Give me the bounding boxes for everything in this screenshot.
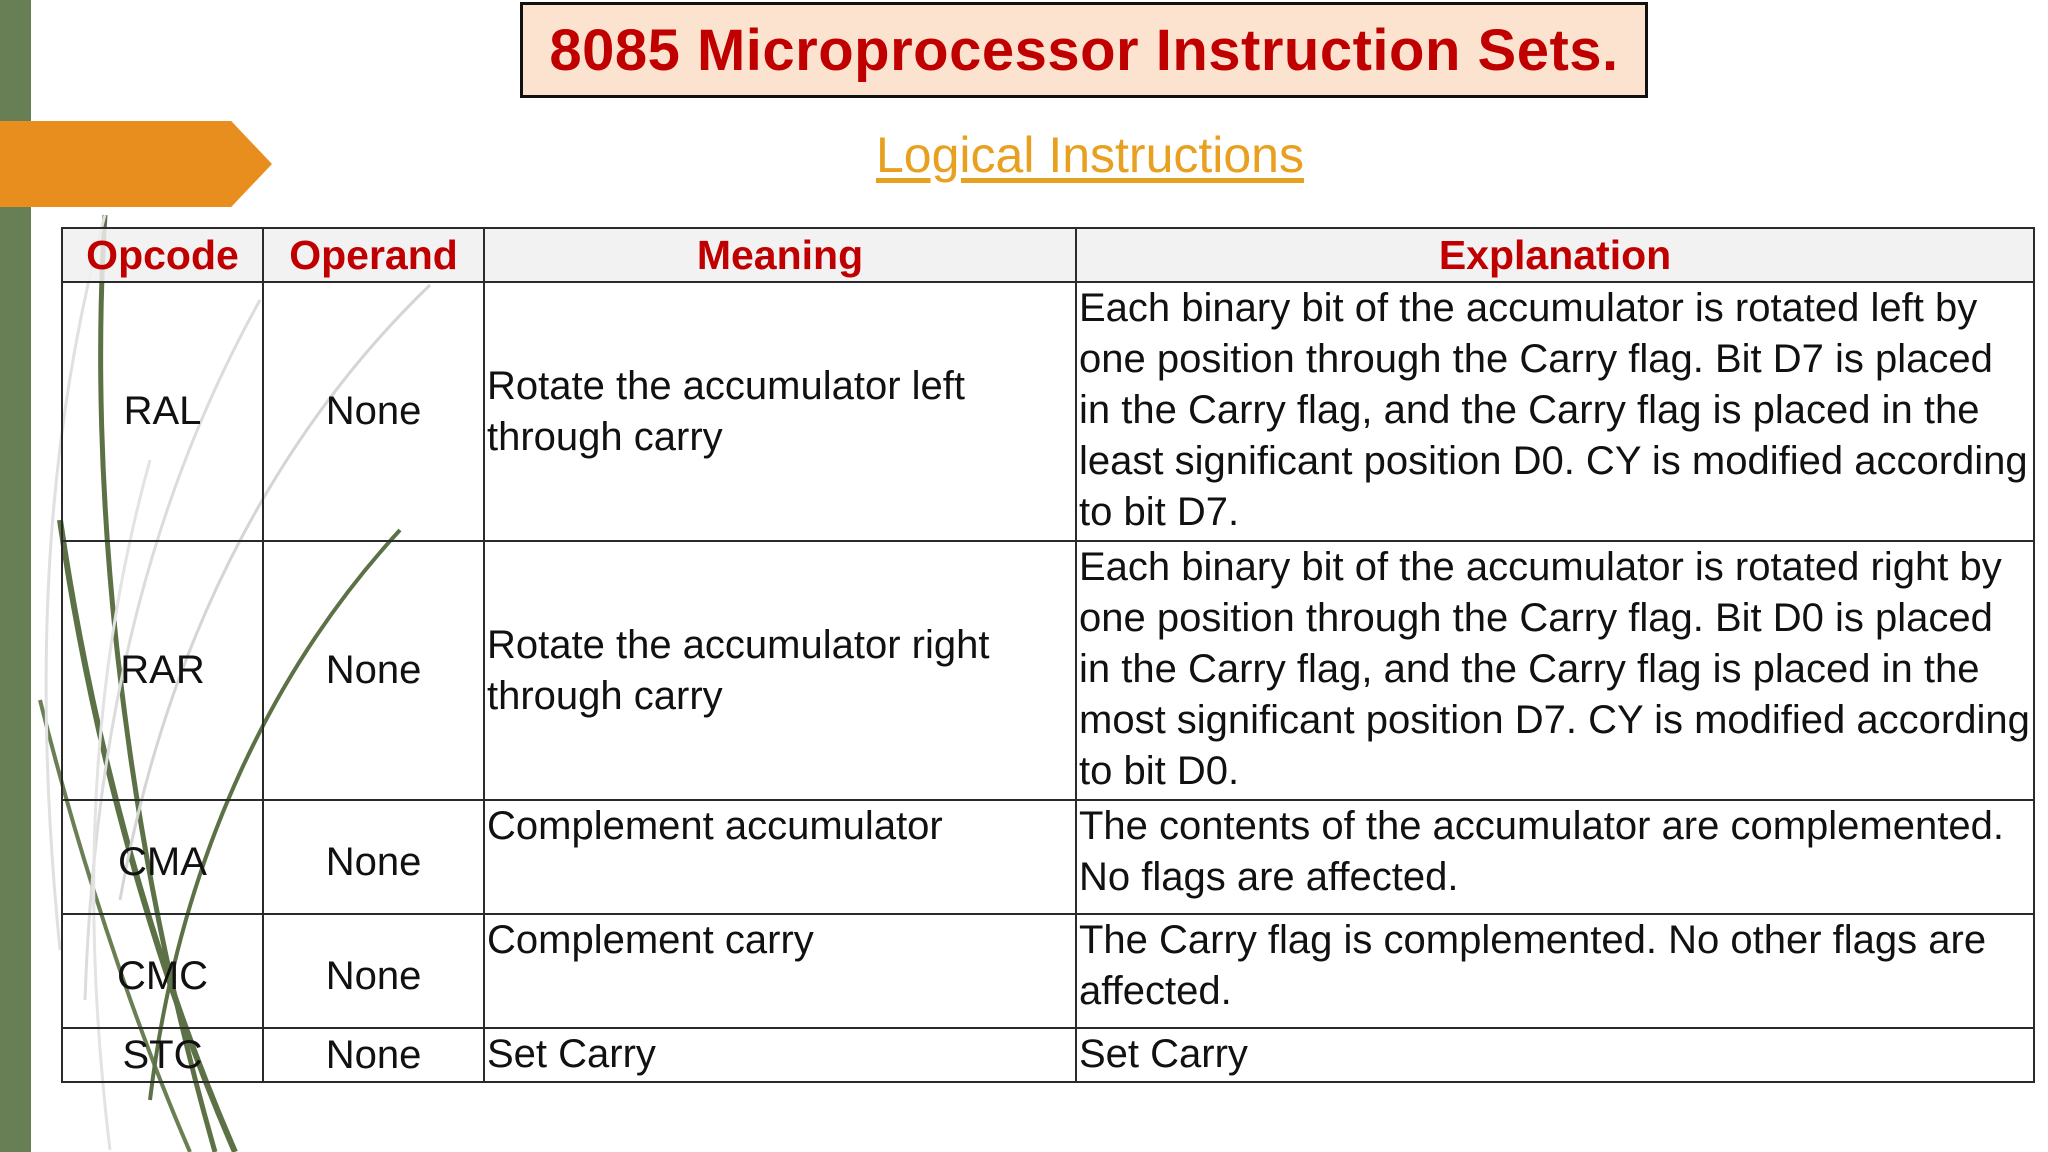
meaning-cell: Set Carry [484, 1028, 1076, 1082]
header-meaning: Meaning [484, 228, 1076, 282]
opcode-cell: STC [62, 1028, 263, 1082]
table-row [62, 914, 2034, 1028]
header-explanation: Explanation [1076, 228, 2034, 282]
explanation-cell: The Carry flag is complemented. No other flags are affected. [1076, 914, 2034, 1028]
table-row [62, 541, 2034, 800]
slide-title: 8085 Microprocessor Instruction Sets. [549, 17, 1619, 83]
operand-cell: None [263, 282, 484, 541]
title-box [520, 2, 1648, 98]
explanation-cell: Each binary bit of the accumulator is rotated left by one position through the Carry flag. Bit D7 is placed in the Carry flag, and the Carry flag is placed in the least significant position D0. CY is modified according to bit D7. [1076, 282, 2034, 541]
operand-cell: None [263, 541, 484, 800]
header-opcode: Opcode [62, 228, 263, 282]
opcode-cell: RAR [62, 541, 263, 800]
operand-cell: None [263, 800, 484, 914]
operand-cell: None [263, 1028, 484, 1082]
table-row [62, 1028, 2034, 1082]
meaning-cell: Rotate the accumulator left through carry [484, 282, 1076, 541]
operand-cell: None [263, 914, 484, 1028]
table-header-row [62, 228, 2034, 282]
opcode-cell: CMC [62, 914, 263, 1028]
opcode-cell: CMA [62, 800, 263, 914]
table-row [62, 800, 2034, 914]
explanation-cell: Set Carry [1076, 1028, 2034, 1082]
opcode-cell: RAL [62, 282, 263, 541]
explanation-cell: The contents of the accumulator are complemented. No flags are affected. [1076, 800, 2034, 914]
meaning-cell: Rotate the accumulator right through carry [484, 541, 1076, 800]
meaning-cell: Complement carry [484, 914, 1076, 1028]
header-operand: Operand [263, 228, 484, 282]
explanation-cell: Each binary bit of the accumulator is rotated right by one position through the Carry flag. Bit D0 is placed in the Carry flag, and the Carry flag is placed in the most significant position D7. CY is modified according to bit D0. [1076, 541, 2034, 800]
slide-subtitle: Logical Instructions [875, 127, 1304, 183]
table-row [62, 282, 2034, 541]
orange-arrow-shape [0, 121, 272, 207]
instruction-table [61, 227, 2035, 1083]
meaning-cell: Complement accumulator [484, 800, 1076, 914]
